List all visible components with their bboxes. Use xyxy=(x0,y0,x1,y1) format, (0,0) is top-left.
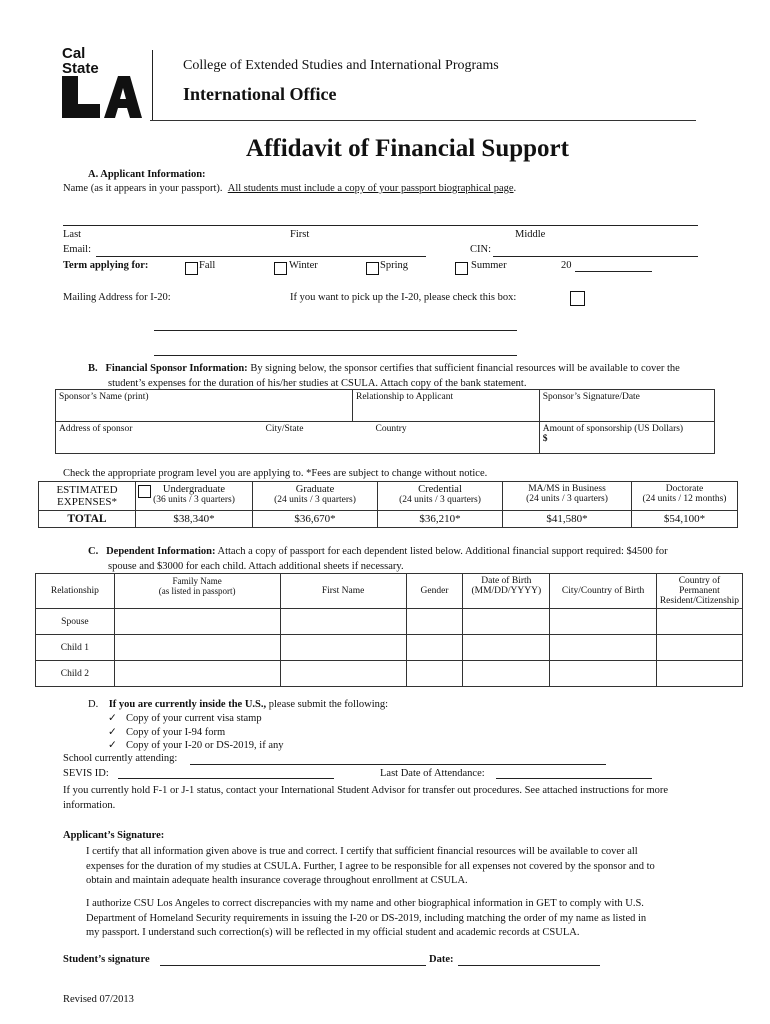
email-label: Email: xyxy=(63,244,91,255)
revised-note: Revised 07/2013 xyxy=(63,994,134,1005)
year-prefix: 20 xyxy=(561,260,572,271)
last-date-field[interactable] xyxy=(496,778,652,779)
applicant-signature-heading: Applicant’s Signature: xyxy=(63,830,165,841)
cin-label: CIN: xyxy=(470,244,491,255)
college-name: College of Extended Studies and International Programs xyxy=(183,58,499,73)
transfer-note: If you currently hold F-1 or J-1 status, contact your International Student Advisor for transfer out procedures. See attached instructions for more information. xyxy=(63,785,669,811)
cin-field[interactable] xyxy=(493,256,698,257)
mailing-field-2[interactable] xyxy=(154,355,517,356)
list-item: ✓ Copy of your I-20 or DS-2019, if any xyxy=(108,740,284,751)
list-item: ✓ Copy of your I-94 form xyxy=(108,726,226,738)
col-first-name: First Name xyxy=(280,574,406,609)
doctorate-cost: $54,100* xyxy=(632,511,738,528)
authorize-paragraph: I authorize CSU Los Angeles to correct discrepancies with my name and other biographical information in GET to comply with U.S. Department of Homeland Security requirements in issuing the I-20 or DS-2019, including matching the order of my name as listed in my passport. I understand such correction(s) will be reflected in my official student and academic records at CSULA. xyxy=(86,898,647,938)
sponsor-address-cell[interactable]: Address of sponsor City/State xyxy=(56,422,353,454)
first-label: First xyxy=(290,229,310,240)
last-label: Last xyxy=(63,229,82,240)
school-field[interactable] xyxy=(190,764,606,765)
program-table xyxy=(38,481,738,528)
col-permanent-country: Country of Permanent Resident/Citizenship xyxy=(656,574,742,609)
cal-state-la-logo xyxy=(60,44,142,120)
pickup-checkbox[interactable] xyxy=(570,291,585,306)
row-label-child2: Child 2 xyxy=(36,661,115,687)
winter-label: Winter xyxy=(289,260,318,271)
row-label-child1: Child 1 xyxy=(36,635,115,661)
credential-option[interactable]: Credential (24 units / 3 quarters) xyxy=(378,482,503,511)
check-icon: ✓ xyxy=(108,713,117,724)
table-row xyxy=(36,661,743,687)
dependent-table xyxy=(35,573,743,687)
section-c-text: C. Dependent Information: Attach a copy of passport for each dependent listed below. Additional financial support required: $4500 for spouse and $3000 for each child. Attach additional sheets if necessary. xyxy=(88,546,668,572)
section-b-text: B. Financial Sponsor Information: By signing below, the sponsor certifies that sufficient financial resources will be available to cover the student’s expenses for the duration of his/her studies at CSULA. Attach copy of the bank statement. xyxy=(88,363,680,389)
svg-text:Cal: Cal xyxy=(62,45,86,62)
last-date-label: Last Date of Attendance: xyxy=(380,768,485,779)
office-name: International Office xyxy=(183,84,337,104)
list-item: ✓ Copy of your current visa stamp xyxy=(108,713,262,724)
sponsor-table xyxy=(55,389,715,454)
name-field[interactable] xyxy=(63,225,698,226)
check-icon: ✓ xyxy=(108,726,117,738)
col-relationship: Relationship xyxy=(36,574,115,609)
school-label: School currently attending: xyxy=(63,753,178,764)
mailing-field-1[interactable] xyxy=(154,330,517,331)
mams-business-cost: $41,580* xyxy=(503,511,632,528)
graduate-cost: $36,670* xyxy=(253,511,378,528)
estimated-expenses-label: ESTIMATED EXPENSES* xyxy=(39,482,136,511)
name-note: Name (as it appears in your passport). All students must include a copy of your passport biographical page. xyxy=(63,183,517,194)
col-gender: Gender xyxy=(406,574,463,609)
section-d-heading: D. If you are currently inside the U.S., please submit the following: xyxy=(88,699,389,710)
credential-cost: $36,210* xyxy=(378,511,503,528)
sponsor-name-cell[interactable]: Sponsor’s Name (print) xyxy=(56,390,353,422)
header-rule xyxy=(150,120,696,121)
date-label: Date: xyxy=(429,954,454,965)
page-title: Affidavit of Financial Support xyxy=(246,135,569,162)
program-check-text: Check the appropriate program level you are applying to. *Fees are subject to change without notice. xyxy=(63,468,488,479)
col-family-name: Family Name (as listed in passport) xyxy=(114,574,280,609)
col-dob: Date of Birth (MM/DD/YYYY) xyxy=(463,574,550,609)
fall-label: Fall xyxy=(199,260,216,271)
header-divider xyxy=(152,50,153,120)
summer-label: Summer xyxy=(471,260,507,271)
mams-business-option[interactable]: MA/MS in Business (24 units / 3 quarters) xyxy=(503,482,632,511)
middle-label: Middle xyxy=(515,229,546,240)
sponsor-amount-cell[interactable]: Amount of sponsorship (US Dollars) $ xyxy=(539,422,714,454)
spring-checkbox[interactable] xyxy=(366,262,379,275)
table-row xyxy=(36,635,743,661)
doctorate-option[interactable]: Doctorate (24 units / 12 months) xyxy=(632,482,738,511)
student-signature-field[interactable] xyxy=(160,965,426,966)
sevis-label: SEVIS ID: xyxy=(63,768,109,779)
total-label: TOTAL xyxy=(39,511,136,528)
graduate-option[interactable]: Graduate (24 units / 3 quarters) xyxy=(253,482,378,511)
pickup-label: If you want to pick up the I-20, please check this box: xyxy=(290,292,517,303)
undergraduate-cost: $38,340* xyxy=(136,511,253,528)
section-a-heading: A. Applicant Information: xyxy=(88,169,206,180)
spring-label: Spring xyxy=(380,260,409,271)
sevis-field[interactable] xyxy=(118,778,334,779)
certify-paragraph: I certify that all information given above is true and correct. I certify that sufficient financial resources will be available to cover all expenses for the duration of my studies at CSULA. Further, I agree to be responsible for all expenses not covered by the sponsor and to obtain and maintain adequate health insurance coverage throughout enrollment at CSULA. xyxy=(86,846,655,886)
fall-checkbox[interactable] xyxy=(185,262,198,275)
student-signature-label: Student’s signature xyxy=(63,954,150,965)
check-icon: ✓ xyxy=(108,740,117,751)
summer-checkbox[interactable] xyxy=(455,262,468,275)
svg-text:State: State xyxy=(62,60,99,77)
row-label-spouse: Spouse xyxy=(36,609,115,635)
winter-checkbox[interactable] xyxy=(274,262,287,275)
table-row xyxy=(36,609,743,635)
section-d-list xyxy=(108,712,283,753)
mailing-label: Mailing Address for I-20: xyxy=(63,292,171,303)
sponsor-country-cell[interactable]: Country xyxy=(353,422,540,454)
sponsor-signature-cell[interactable]: Sponsor’s Signature/Date xyxy=(539,390,714,422)
col-city-country: City/Country of Birth xyxy=(550,574,657,609)
term-label: Term applying for: xyxy=(63,260,149,271)
year-field[interactable] xyxy=(575,271,652,272)
email-field[interactable] xyxy=(96,256,426,257)
relationship-cell[interactable]: Relationship to Applicant xyxy=(353,390,540,422)
undergraduate-option[interactable]: Undergraduate (36 units / 3 quarters) xyxy=(136,482,253,511)
date-field[interactable] xyxy=(458,965,600,966)
